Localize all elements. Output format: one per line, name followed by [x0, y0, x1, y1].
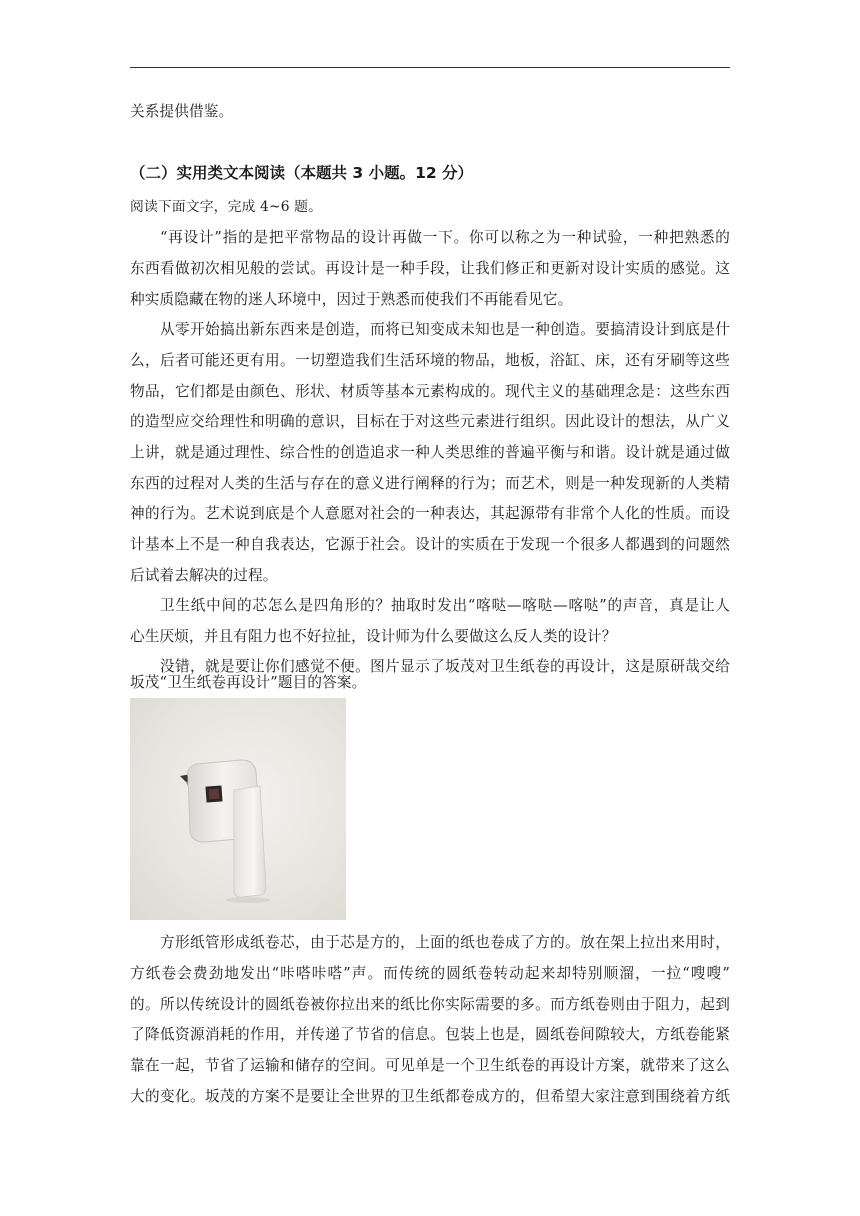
paragraph-5-line: 方形纸管形成纸卷芯，由于芯是方的，上面的纸也卷成了方的。放在架上拉出来用时，	[160, 934, 730, 951]
paragraph-1-line: 东西看做初次相见般的尝试。再设计是一种手段，让我们修正和更新对设计实质的感觉。这	[130, 260, 730, 277]
paragraph-1-line: 种实质隐藏在物的迷人环境中，因过于熟悉而使我们不再能看见它。	[130, 291, 573, 308]
paragraph-5-line: 靠在一起，节省了运输和储存的空间。可见单是一个卫生纸卷的再设计方案，就带来了这么	[130, 1057, 730, 1074]
paragraph-3-line: 心生厌烦，并且有阻力也不好拉扯，设计师为什么要做这么反人类的设计？	[130, 628, 617, 645]
previous-section-tail: 关系提供借鉴。	[130, 103, 234, 120]
paragraph-2-line: 上讲，就是通过理性、综合性的创造追求一种人类思维的普遍平衡与和谐。设计就是通过做	[130, 444, 730, 461]
section-title: （二）实用类文本阅读（本题共 3 小题。12 分）	[130, 164, 474, 182]
paragraph-2-line: 东西的过程对人类的生活与存在的意义进行阐释的行为；而艺术，则是一种发现新的人类精	[130, 475, 730, 492]
paragraph-2-line: 么，后者可能还更有用。一切塑造我们生活环境的物品，地板，浴缸、床，还有牙刷等这些	[130, 352, 730, 369]
toilet-paper-roll-illustration	[130, 698, 346, 920]
paragraph-4-line: 坂茂“卫生纸卷再设计”题目的答案。	[130, 674, 367, 691]
paragraph-2-line: 后试着去解决的过程。	[130, 567, 278, 584]
header-rule	[130, 67, 730, 68]
paragraph-4-line: 没错，就是要让你们感觉不便。图片显示了坂茂对卫生纸卷的再设计，这是原研哉交给	[160, 658, 730, 675]
paragraph-5-line: 方纸卷会费劲地发出“咔嗒咔嗒”声。而传统的圆纸卷转动起来却特别顺溜，一拉“嗖嗖”	[130, 965, 730, 982]
paragraph-5-line: 的。所以传统设计的圆纸卷被你拉出来的纸比你实际需要的多。而方纸卷则由于阻力，起到	[130, 996, 730, 1013]
paragraph-2-line: 计基本上不是一种自我表达，它源于社会。设计的实质在于发现一个很多人都遇到的问题然	[130, 536, 730, 553]
paragraph-2-line: 从零开始搞出新东西来是创造，而将已知变成未知也是一种创造。要搞清设计到底是什	[160, 321, 730, 338]
paragraph-2-line: 物品，它们都是由颜色、形状、材质等基本元素构成的。现代主义的基础理念是：这些东西	[130, 383, 730, 400]
paragraph-2-line: 的造型应交给理性和明确的意识，目标在于对这些元素进行组织。因此设计的想法，从广义	[130, 413, 730, 430]
square-toilet-paper-roll-photo	[130, 698, 346, 920]
paragraph-3-line: 卫生纸中间的芯怎么是四角形的？抽取时发出“喀哒—喀哒—喀哒”的声音，真是让人	[160, 597, 730, 614]
paragraph-5-line: 了降低资源消耗的作用，并传递了节省的信息。包装上也是，圆纸卷间隙较大，方纸卷能紧	[130, 1026, 730, 1043]
paragraph-2-line: 神的行为。艺术说到底是个人意愿对社会的一种表达，其起源带有非常个人化的性质。而设	[130, 505, 730, 522]
paragraph-1-line: “再设计”指的是把平常物品的设计再做一下。你可以称之为一种试验，一种把熟悉的	[160, 229, 730, 246]
reading-instruction: 阅读下面文字，完成 4~6 题。	[130, 199, 323, 215]
paragraph-5-line: 大的变化。坂茂的方案不是要让全世界的卫生纸都卷成方的，但希望大家注意到围绕着方纸	[130, 1088, 730, 1105]
